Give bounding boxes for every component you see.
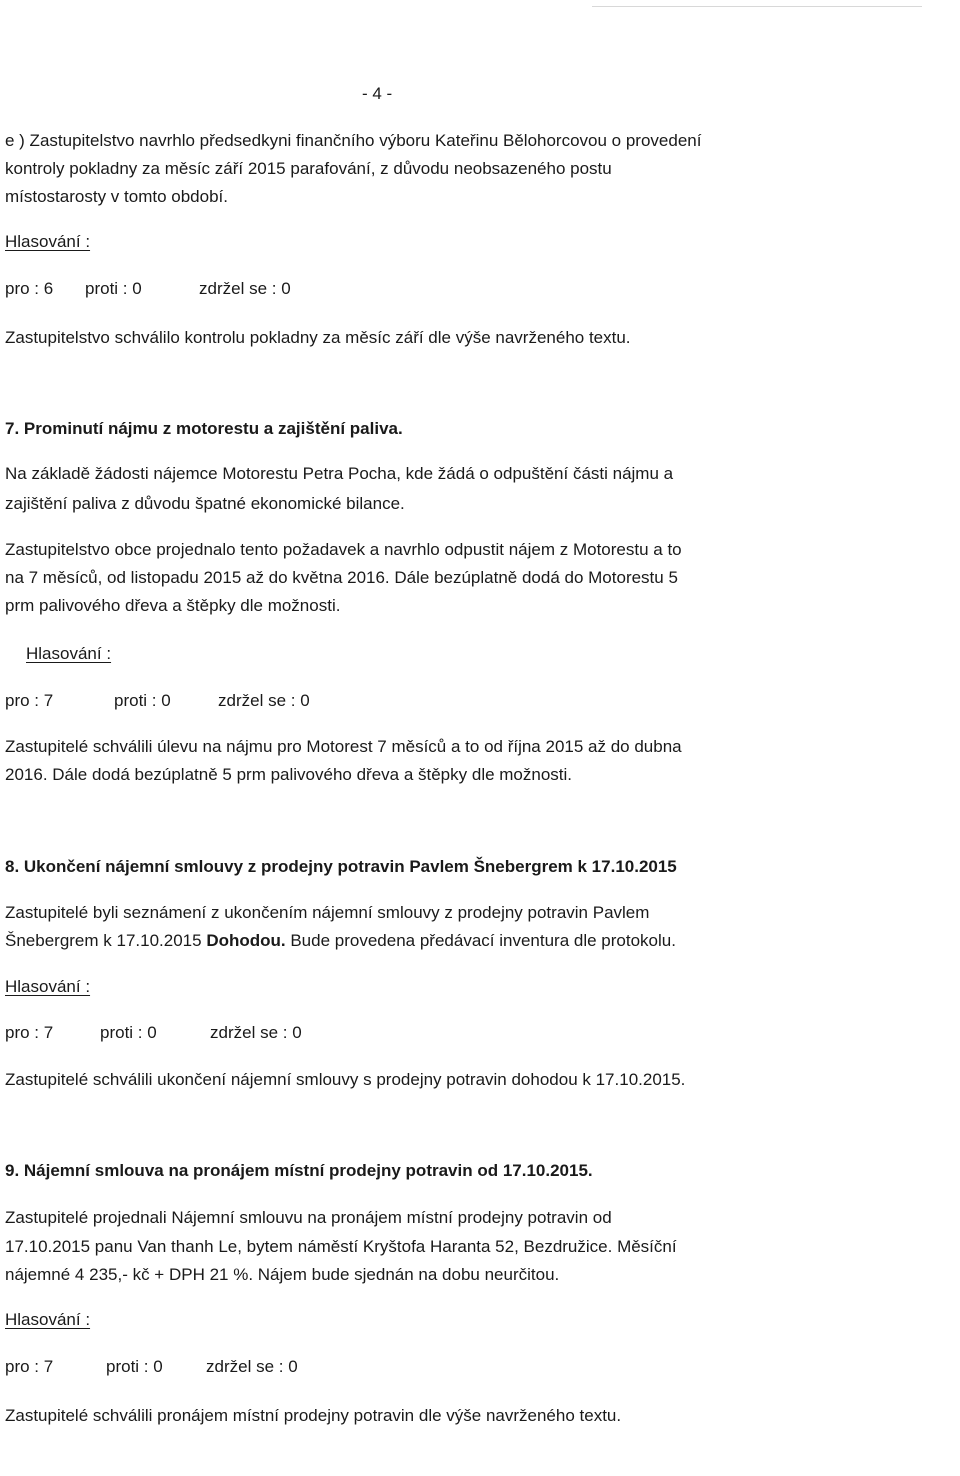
vote-pro: pro : 6 [5,279,54,298]
section-8-result: Zastupitelé schválili ukončení nájemní smlouvy s prodejny potravin dohodou k 17.10.2015. [5,1070,686,1089]
section-9-para-line-2: 17.10.2015 panu Van thanh Le, bytem náměstí Kryštofa Haranta 52, Bezdružice. Měsíční [5,1237,677,1256]
section-e-line-2: kontroly pokladny za měsíc září 2015 parafování, z důvodu neobsazeného postu [5,159,612,178]
section-9-para-line-3: nájemné 4 235,- kč + DPH 21 %. Nájem bude sjednán na dobu neurčitou. [5,1265,560,1284]
section-7-para1-line-1: Na základě žádosti nájemce Motorestu Petra Pocha, kde žádá o odpuštění části nájmu a [5,464,674,483]
section-8-para-bold: Dohodou. [206,931,286,950]
section-8-para-post: Bude provedena předávací inventura dle protokolu. [285,931,676,950]
section-9-result: Zastupitelé schválili pronájem místní prodejny potravin dle výše navrženého textu. [5,1406,622,1425]
vote-pro: pro : 7 [5,1023,54,1042]
section-7-heading: 7. Prominutí nájmu z motorestu a zajištění paliva. [5,419,403,438]
scan-edge-line [592,6,922,7]
vote-zdrzel: zdržel se : 0 [199,279,291,298]
section-e-line-1: e ) Zastupitelstvo navrhlo předsedkyni finančního výboru Kateřinu Bělohorcovou o provedení [5,131,702,150]
section-e-result: Zastupitelstvo schválilo kontrolu pokladny za měsíc září dle výše navrženého textu. [5,328,631,347]
vote-label-9: Hlasování : [5,1310,91,1329]
vote-row-e [5,275,291,303]
section-7-result-line-2: 2016. Dále dodá bezúplatně 5 prm palivového dřeva a štěpky dle možnosti. [5,765,573,784]
section-e-line-3: místostarosty v tomto období. [5,187,228,206]
vote-row-9 [5,1353,298,1381]
vote-label-7: Hlasování : [26,644,112,663]
vote-label-8: Hlasování : [5,977,91,996]
vote-proti: proti : 0 [100,1023,157,1042]
section-7-para1-line-2: zajištění paliva z důvodu špatné ekonomické bilance. [5,494,405,513]
vote-proti: proti : 0 [106,1357,163,1376]
section-9-heading: 9. Nájemní smlouva na pronájem místní prodejny potravin od 17.10.2015. [5,1161,593,1180]
section-9-para-line-1: Zastupitelé projednali Nájemní smlouvu na pronájem místní prodejny potravin od [5,1208,612,1227]
section-8-heading: 8. Ukončení nájemní smlouvy z prodejny potravin Pavlem Šnebergrem k 17.10.2015 [5,857,677,876]
section-8-para-line-2 [5,927,676,955]
section-8-para-line-1: Zastupitelé byli seznámení z ukončením nájemní smlouvy z prodejny potravin Pavlem [5,903,650,922]
vote-row-7 [5,687,310,715]
page-number: - 4 - [362,84,393,103]
vote-proti: proti : 0 [114,691,171,710]
section-7-para2-line-1: Zastupitelstvo obce projednalo tento požadavek a navrhlo odpustit nájem z Motorestu a to [5,540,682,559]
vote-zdrzel: zdržel se : 0 [206,1357,298,1376]
section-7-para2-line-3: prm palivového dřeva a štěpky dle možnosti. [5,596,341,615]
section-8-para-pre: Šnebergrem k 17.10.2015 [5,931,207,950]
vote-row-8 [5,1019,302,1047]
section-7-para2-line-2: na 7 měsíců, od listopadu 2015 až do května 2016. Dále bezúplatně dodá do Motorestu 5 [5,568,678,587]
vote-label-e: Hlasování : [5,232,91,251]
vote-zdrzel: zdržel se : 0 [210,1023,302,1042]
vote-proti: proti : 0 [85,279,142,298]
vote-pro: pro : 7 [5,691,54,710]
vote-pro: pro : 7 [5,1357,54,1376]
section-7-result-line-1: Zastupitelé schválili úlevu na nájmu pro Motorest 7 měsíců a to od října 2015 až do dubna [5,737,682,756]
vote-zdrzel: zdržel se : 0 [218,691,310,710]
